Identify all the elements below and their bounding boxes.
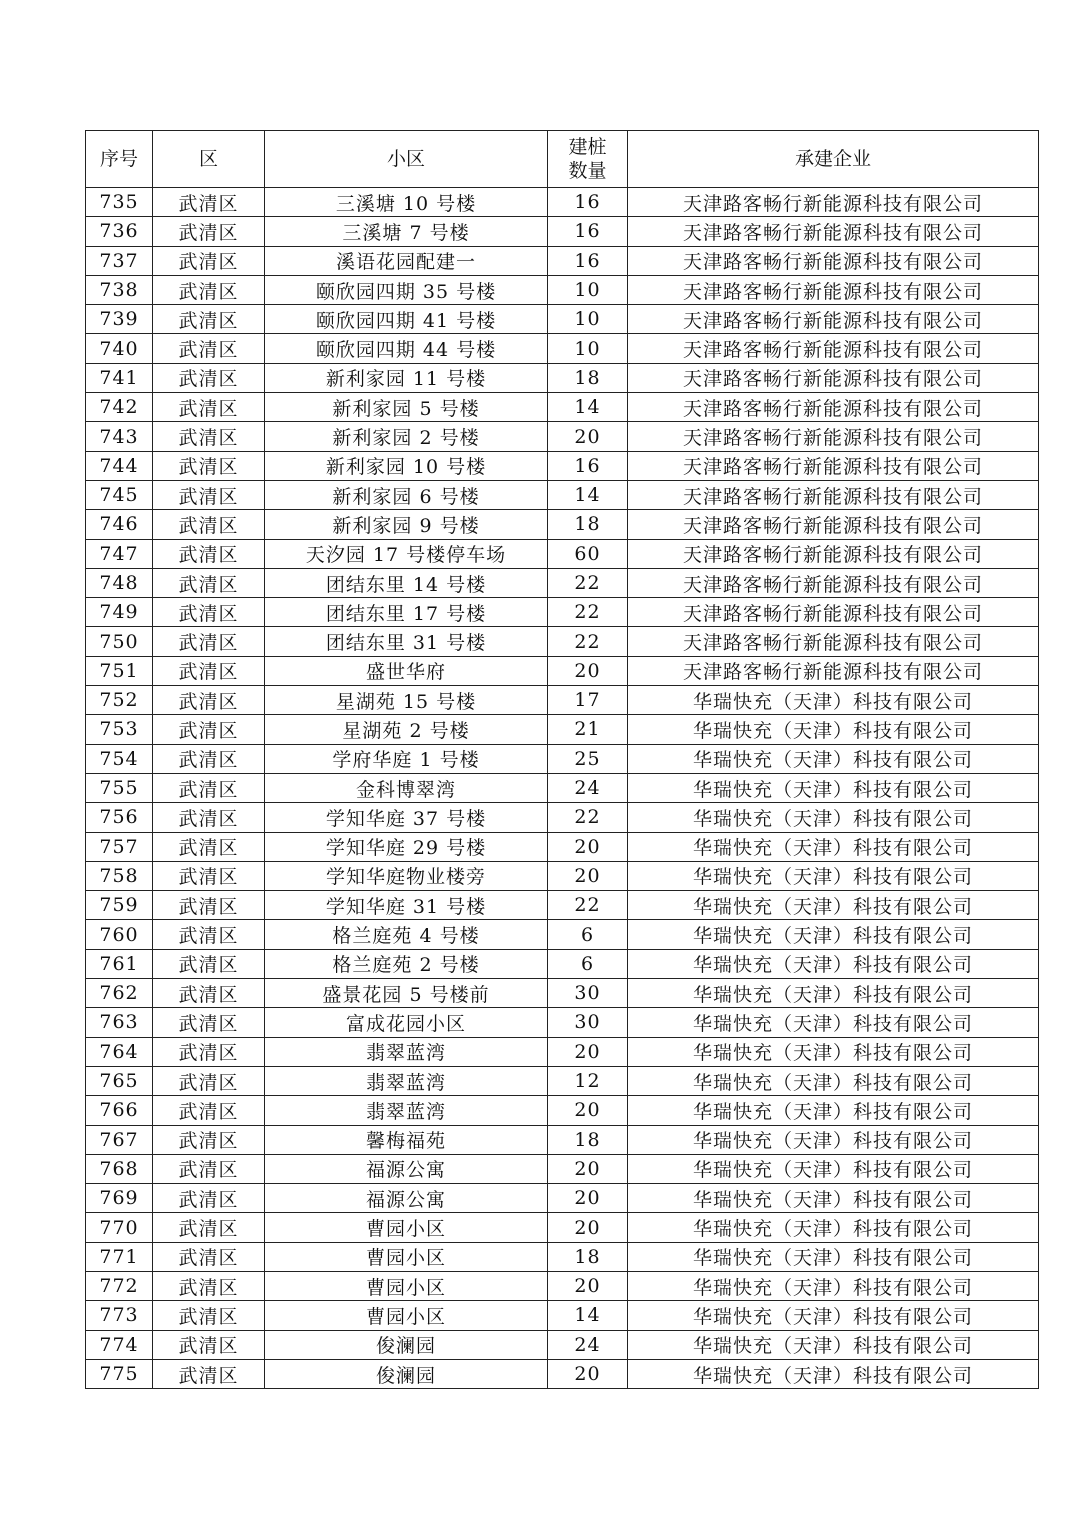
community-cell: 翡翠蓝湾 [265,1037,548,1066]
company-cell: 天津路客畅行新能源科技有限公司 [628,568,1039,597]
community-cell: 星湖苑 15 号楼 [265,686,548,715]
company-cell: 华瑞快充（天津）科技有限公司 [628,803,1039,832]
seq-cell: 763 [86,1008,153,1037]
company-cell: 华瑞快充（天津）科技有限公司 [628,686,1039,715]
company-cell: 华瑞快充（天津）科技有限公司 [628,1359,1039,1388]
district-cell: 武清区 [153,1330,265,1359]
company-cell: 华瑞快充（天津）科技有限公司 [628,1330,1039,1359]
table-row [86,744,1039,773]
seq-cell: 755 [86,773,153,802]
pile-count-cell: 14 [548,1301,628,1330]
table-row [86,627,1039,656]
table-row [86,451,1039,480]
district-cell: 武清区 [153,275,265,304]
seq-cell: 742 [86,393,153,422]
district-cell: 武清区 [153,1096,265,1125]
community-cell: 福源公寓 [265,1154,548,1183]
community-cell: 学知华庭物业楼旁 [265,861,548,890]
seq-cell: 743 [86,422,153,451]
seq-cell: 750 [86,627,153,656]
table-row [86,803,1039,832]
pile-count-cell: 60 [548,539,628,568]
header-pile-count-line1: 建桩 [568,136,607,158]
company-cell: 天津路客畅行新能源科技有限公司 [628,393,1039,422]
community-cell: 富成花园小区 [265,1008,548,1037]
table-row [86,773,1039,802]
seq-cell: 772 [86,1271,153,1300]
company-cell: 华瑞快充（天津）科技有限公司 [628,1184,1039,1213]
pile-count-cell: 22 [548,803,628,832]
company-cell: 华瑞快充（天津）科技有限公司 [628,715,1039,744]
seq-cell: 741 [86,363,153,392]
district-cell: 武清区 [153,568,265,597]
pile-count-cell: 20 [548,832,628,861]
company-cell: 华瑞快充（天津）科技有限公司 [628,832,1039,861]
company-cell: 天津路客畅行新能源科技有限公司 [628,510,1039,539]
district-cell: 武清区 [153,1184,265,1213]
seq-cell: 765 [86,1066,153,1095]
company-cell: 华瑞快充（天津）科技有限公司 [628,949,1039,978]
company-cell: 华瑞快充（天津）科技有限公司 [628,1008,1039,1037]
table-row [86,217,1039,246]
pile-count-cell: 18 [548,510,628,539]
company-cell: 华瑞快充（天津）科技有限公司 [628,891,1039,920]
company-cell: 天津路客畅行新能源科技有限公司 [628,598,1039,627]
community-cell: 福源公寓 [265,1184,548,1213]
seq-cell: 739 [86,305,153,334]
district-cell: 武清区 [153,1125,265,1154]
seq-cell: 735 [86,188,153,217]
table-row [86,568,1039,597]
company-cell: 天津路客畅行新能源科技有限公司 [628,656,1039,685]
header-district: 区 [153,131,265,188]
pile-count-cell: 20 [548,1184,628,1213]
table-row [86,979,1039,1008]
table-row [86,861,1039,890]
district-cell: 武清区 [153,334,265,363]
company-cell: 华瑞快充（天津）科技有限公司 [628,1037,1039,1066]
seq-cell: 740 [86,334,153,363]
pile-count-cell: 16 [548,451,628,480]
district-cell: 武清区 [153,891,265,920]
pile-count-cell: 20 [548,1359,628,1388]
header-row [86,131,1039,188]
community-cell: 星湖苑 2 号楼 [265,715,548,744]
seq-cell: 770 [86,1213,153,1242]
district-cell: 武清区 [153,686,265,715]
district-cell: 武清区 [153,217,265,246]
seq-cell: 745 [86,480,153,509]
company-cell: 天津路客畅行新能源科技有限公司 [628,246,1039,275]
pile-count-cell: 17 [548,686,628,715]
table-body [86,188,1039,1389]
district-cell: 武清区 [153,1271,265,1300]
company-cell: 华瑞快充（天津）科技有限公司 [628,1154,1039,1183]
community-cell: 翡翠蓝湾 [265,1096,548,1125]
seq-cell: 757 [86,832,153,861]
community-cell: 格兰庭苑 4 号楼 [265,920,548,949]
header-pile-count [548,131,628,188]
table-row [86,363,1039,392]
table-row [86,275,1039,304]
district-cell: 武清区 [153,1301,265,1330]
seq-cell: 775 [86,1359,153,1388]
table-row [86,1213,1039,1242]
community-cell: 学知华庭 31 号楼 [265,891,548,920]
company-cell: 天津路客畅行新能源科技有限公司 [628,188,1039,217]
seq-cell: 759 [86,891,153,920]
pile-count-cell: 24 [548,773,628,802]
table-row [86,1125,1039,1154]
community-cell: 盛世华府 [265,656,548,685]
community-cell: 新利家园 10 号楼 [265,451,548,480]
table-row [86,510,1039,539]
table-row [86,949,1039,978]
table-header [86,131,1039,188]
pile-count-cell: 10 [548,275,628,304]
seq-cell: 773 [86,1301,153,1330]
pile-count-cell: 20 [548,656,628,685]
seq-cell: 774 [86,1330,153,1359]
table-row [86,686,1039,715]
community-cell: 溪语花园配建一 [265,246,548,275]
community-cell: 团结东里 17 号楼 [265,598,548,627]
seq-cell: 737 [86,246,153,275]
community-cell: 曹园小区 [265,1301,548,1330]
table-row [86,480,1039,509]
pile-count-cell: 22 [548,598,628,627]
seq-cell: 764 [86,1037,153,1066]
seq-cell: 754 [86,744,153,773]
pile-count-cell: 20 [548,1037,628,1066]
district-cell: 武清区 [153,510,265,539]
company-cell: 天津路客畅行新能源科技有限公司 [628,334,1039,363]
district-cell: 武清区 [153,246,265,275]
district-cell: 武清区 [153,1066,265,1095]
community-cell: 团结东里 31 号楼 [265,627,548,656]
table-row [86,1330,1039,1359]
seq-cell: 738 [86,275,153,304]
seq-cell: 751 [86,656,153,685]
pile-count-cell: 21 [548,715,628,744]
table-row [86,1242,1039,1271]
table-row [86,1301,1039,1330]
community-cell: 曹园小区 [265,1213,548,1242]
table-row [86,1066,1039,1095]
district-cell: 武清区 [153,393,265,422]
company-cell: 华瑞快充（天津）科技有限公司 [628,861,1039,890]
district-cell: 武清区 [153,656,265,685]
community-cell: 格兰庭苑 2 号楼 [265,949,548,978]
seq-cell: 769 [86,1184,153,1213]
district-cell: 武清区 [153,363,265,392]
district-cell: 武清区 [153,598,265,627]
seq-cell: 771 [86,1242,153,1271]
pile-count-cell: 10 [548,334,628,363]
pile-count-cell: 6 [548,920,628,949]
pile-count-cell: 22 [548,568,628,597]
pile-count-cell: 6 [548,949,628,978]
table-row [86,1359,1039,1388]
district-cell: 武清区 [153,1242,265,1271]
district-cell: 武清区 [153,422,265,451]
pile-count-cell: 14 [548,480,628,509]
seq-cell: 762 [86,979,153,1008]
pile-count-cell: 20 [548,1154,628,1183]
table-row [86,1154,1039,1183]
table-row [86,334,1039,363]
company-cell: 华瑞快充（天津）科技有限公司 [628,1066,1039,1095]
community-cell: 团结东里 14 号楼 [265,568,548,597]
seq-cell: 746 [86,510,153,539]
pile-count-cell: 18 [548,1242,628,1271]
community-cell: 学府华庭 1 号楼 [265,744,548,773]
table-row [86,188,1039,217]
pile-count-cell: 14 [548,393,628,422]
community-cell: 三溪塘 7 号楼 [265,217,548,246]
pile-count-cell: 30 [548,979,628,1008]
district-cell: 武清区 [153,803,265,832]
seq-cell: 749 [86,598,153,627]
table-row [86,598,1039,627]
community-cell: 新利家园 6 号楼 [265,480,548,509]
pile-count-cell: 22 [548,891,628,920]
district-cell: 武清区 [153,744,265,773]
community-cell: 新利家园 11 号楼 [265,363,548,392]
seq-cell: 768 [86,1154,153,1183]
district-cell: 武清区 [153,1037,265,1066]
seq-cell: 752 [86,686,153,715]
table-row [86,656,1039,685]
table-row [86,305,1039,334]
district-cell: 武清区 [153,920,265,949]
company-cell: 华瑞快充（天津）科技有限公司 [628,979,1039,1008]
district-cell: 武清区 [153,305,265,334]
district-cell: 武清区 [153,539,265,568]
district-cell: 武清区 [153,715,265,744]
pile-count-cell: 22 [548,627,628,656]
table-row [86,1037,1039,1066]
pile-count-cell: 18 [548,1125,628,1154]
company-cell: 华瑞快充（天津）科技有限公司 [628,1125,1039,1154]
company-cell: 天津路客畅行新能源科技有限公司 [628,627,1039,656]
district-cell: 武清区 [153,1213,265,1242]
company-cell: 华瑞快充（天津）科技有限公司 [628,1301,1039,1330]
district-cell: 武清区 [153,949,265,978]
header-seq: 序号 [86,131,153,188]
pile-count-cell: 12 [548,1066,628,1095]
company-cell: 华瑞快充（天津）科技有限公司 [628,920,1039,949]
community-cell: 新利家园 2 号楼 [265,422,548,451]
community-cell: 曹园小区 [265,1242,548,1271]
district-cell: 武清区 [153,188,265,217]
district-cell: 武清区 [153,627,265,656]
company-cell: 华瑞快充（天津）科技有限公司 [628,1242,1039,1271]
community-cell: 金科博翠湾 [265,773,548,802]
company-cell: 天津路客畅行新能源科技有限公司 [628,451,1039,480]
community-cell: 曹园小区 [265,1271,548,1300]
company-cell: 天津路客畅行新能源科技有限公司 [628,539,1039,568]
table-row [86,1184,1039,1213]
pile-count-cell: 16 [548,188,628,217]
seq-cell: 736 [86,217,153,246]
table-row [86,832,1039,861]
seq-cell: 747 [86,539,153,568]
community-cell: 三溪塘 10 号楼 [265,188,548,217]
community-cell: 学知华庭 37 号楼 [265,803,548,832]
header-community: 小区 [265,131,548,188]
community-cell: 新利家园 5 号楼 [265,393,548,422]
pile-count-cell: 20 [548,861,628,890]
community-cell: 颐欣园四期 41 号楼 [265,305,548,334]
seq-cell: 761 [86,949,153,978]
pile-count-cell: 16 [548,217,628,246]
community-cell: 天汐园 17 号楼停车场 [265,539,548,568]
seq-cell: 758 [86,861,153,890]
header-pile-count-line2: 数量 [568,160,607,182]
seq-cell: 744 [86,451,153,480]
community-cell: 翡翠蓝湾 [265,1066,548,1095]
district-cell: 武清区 [153,1008,265,1037]
company-cell: 天津路客畅行新能源科技有限公司 [628,217,1039,246]
table-row [86,891,1039,920]
district-cell: 武清区 [153,861,265,890]
district-cell: 武清区 [153,480,265,509]
pile-count-cell: 18 [548,363,628,392]
community-cell: 馨梅福苑 [265,1125,548,1154]
district-cell: 武清区 [153,979,265,1008]
table-row [86,393,1039,422]
community-cell: 学知华庭 29 号楼 [265,832,548,861]
company-cell: 天津路客畅行新能源科技有限公司 [628,422,1039,451]
pile-count-cell: 20 [548,1271,628,1300]
seq-cell: 767 [86,1125,153,1154]
pile-count-cell: 20 [548,1096,628,1125]
community-cell: 颐欣园四期 35 号楼 [265,275,548,304]
district-cell: 武清区 [153,773,265,802]
seq-cell: 748 [86,568,153,597]
pile-count-cell: 16 [548,246,628,275]
table-row [86,1271,1039,1300]
pile-count-cell: 20 [548,1213,628,1242]
seq-cell: 753 [86,715,153,744]
company-cell: 华瑞快充（天津）科技有限公司 [628,1271,1039,1300]
company-cell: 天津路客畅行新能源科技有限公司 [628,305,1039,334]
table-row [86,246,1039,275]
district-cell: 武清区 [153,1154,265,1183]
table-row [86,1096,1039,1125]
district-cell: 武清区 [153,832,265,861]
pile-count-cell: 20 [548,422,628,451]
district-cell: 武清区 [153,1359,265,1388]
community-cell: 俊澜园 [265,1359,548,1388]
company-cell: 华瑞快充（天津）科技有限公司 [628,1213,1039,1242]
pile-count-cell: 25 [548,744,628,773]
community-cell: 盛景花园 5 号楼前 [265,979,548,1008]
table-row [86,715,1039,744]
table-row [86,1008,1039,1037]
header-company: 承建企业 [628,131,1039,188]
charging-pile-table [85,130,1039,1389]
table-row [86,422,1039,451]
seq-cell: 760 [86,920,153,949]
seq-cell: 756 [86,803,153,832]
district-cell: 武清区 [153,451,265,480]
community-cell: 颐欣园四期 44 号楼 [265,334,548,363]
company-cell: 天津路客畅行新能源科技有限公司 [628,480,1039,509]
community-cell: 俊澜园 [265,1330,548,1359]
company-cell: 天津路客畅行新能源科技有限公司 [628,275,1039,304]
pile-count-cell: 10 [548,305,628,334]
company-cell: 华瑞快充（天津）科技有限公司 [628,1096,1039,1125]
pile-count-cell: 30 [548,1008,628,1037]
table-row [86,920,1039,949]
pile-count-cell: 24 [548,1330,628,1359]
table-row [86,539,1039,568]
company-cell: 华瑞快充（天津）科技有限公司 [628,744,1039,773]
company-cell: 天津路客畅行新能源科技有限公司 [628,363,1039,392]
company-cell: 华瑞快充（天津）科技有限公司 [628,773,1039,802]
community-cell: 新利家园 9 号楼 [265,510,548,539]
seq-cell: 766 [86,1096,153,1125]
